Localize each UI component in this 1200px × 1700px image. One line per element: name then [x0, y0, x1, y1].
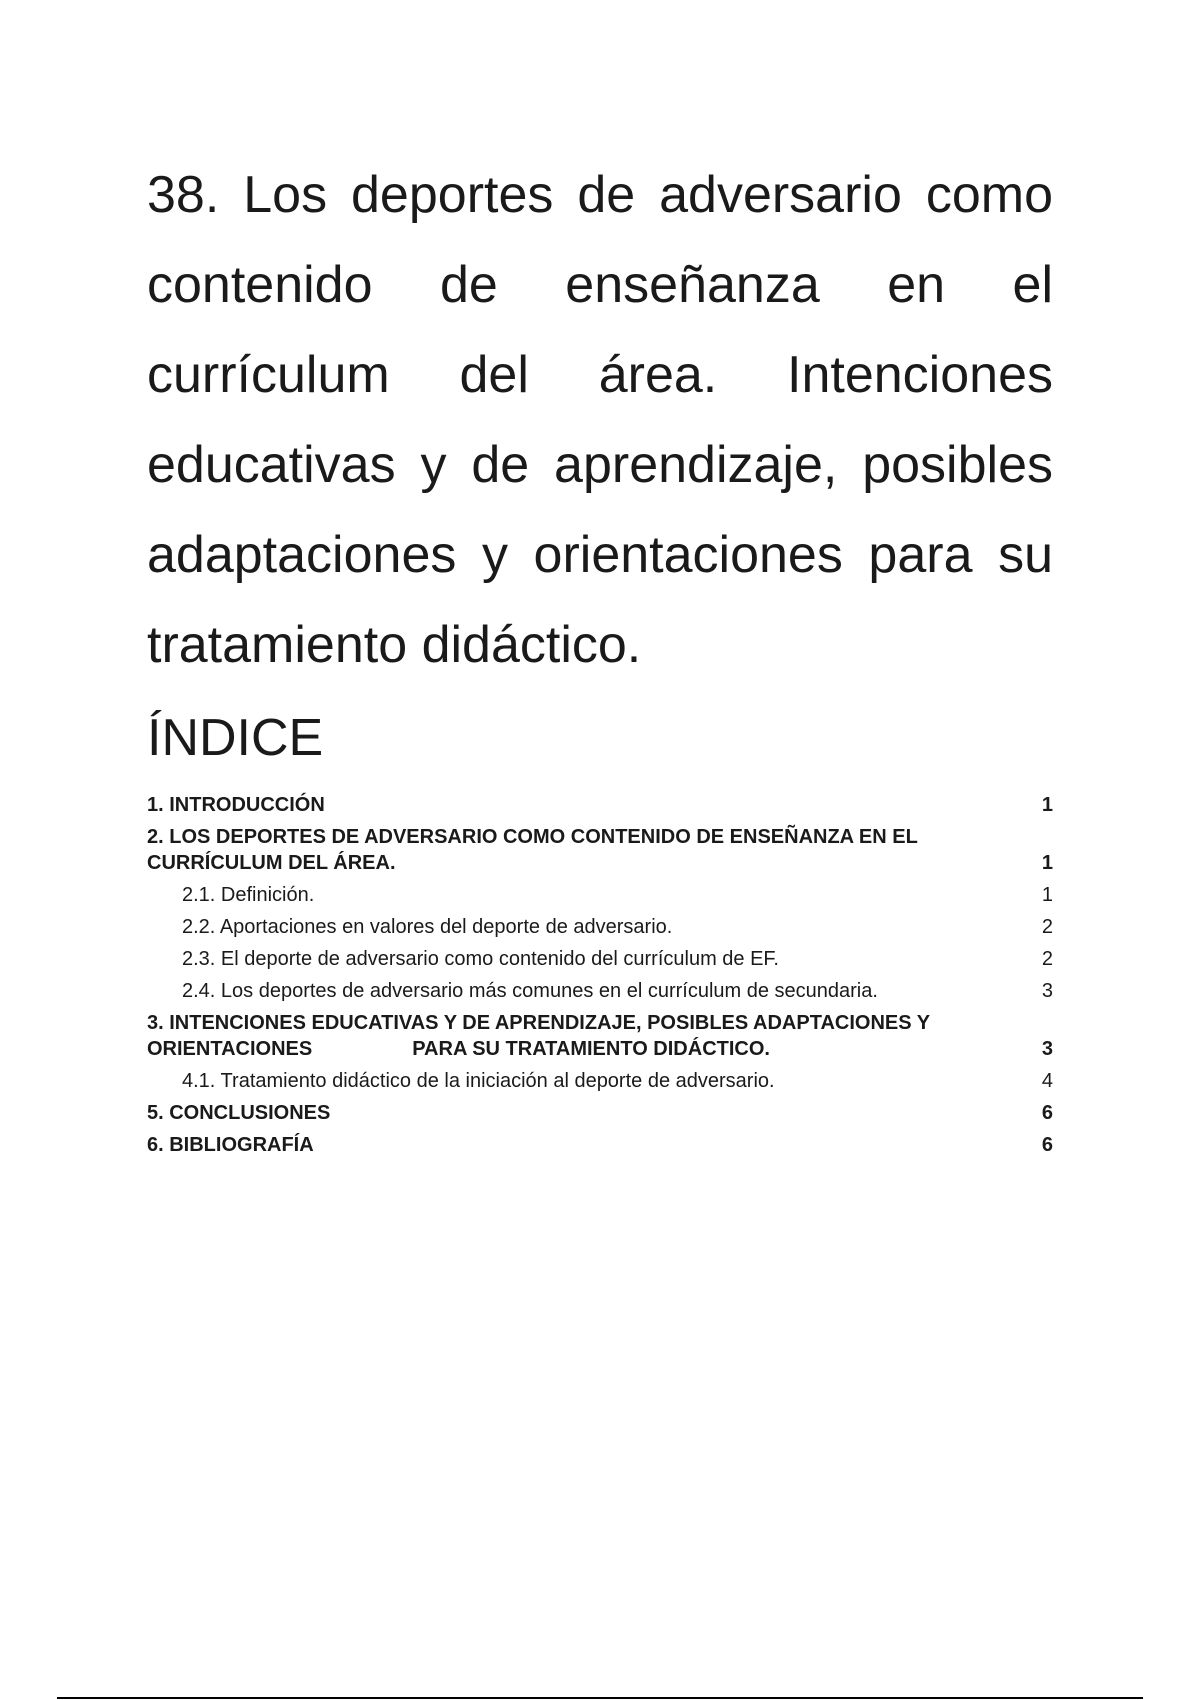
toc-entry-label: 2.1. Definición. — [182, 884, 315, 906]
toc-entry-conclusiones[interactable] — [147, 1100, 1053, 1126]
toc-entry-page: 4 — [1041, 1070, 1053, 1092]
toc-entry-label: 6. BIBLIOGRAFÍA — [147, 1134, 314, 1156]
toc-entry-page: 3 — [1041, 1038, 1053, 1060]
toc-entry-bibliografia[interactable] — [147, 1132, 1053, 1158]
toc-entry-deportes-comunes[interactable] — [147, 978, 1053, 1004]
toc-entry-aportaciones[interactable] — [147, 914, 1053, 940]
toc-entry-page: 3 — [1041, 980, 1053, 1002]
toc-entry-label-part: PARA SU TRATAMIENTO DIDÁCTICO. — [412, 1038, 770, 1060]
toc-entry-page: 6 — [1041, 1102, 1053, 1124]
toc-entry-definicion[interactable] — [147, 882, 1053, 908]
toc-entry-page: 1 — [1041, 794, 1053, 816]
toc-entry-contenido-curriculum[interactable] — [147, 946, 1053, 972]
toc-entry-label — [147, 1010, 1037, 1062]
toc-entry-label: 5. CONCLUSIONES — [147, 1102, 331, 1124]
toc-entry-label: 2.3. El deporte de adversario como contenido del currículum de EF. — [182, 948, 779, 970]
toc-entry-label: 1. INTRODUCCIÓN — [147, 794, 325, 816]
toc-entry-page: 2 — [1041, 948, 1053, 970]
document-page — [147, 150, 1053, 1164]
toc-entry-intenciones-educativas[interactable] — [147, 1010, 1053, 1062]
toc-entry-introduccion[interactable] — [147, 792, 1053, 818]
toc-entry-page: 1 — [1041, 852, 1053, 874]
index-heading: ÍNDICE — [147, 709, 324, 767]
toc-entry-label: 4.1. Tratamiento didáctico de la iniciación al deporte de adversario. — [182, 1070, 775, 1092]
toc-entry-page: 6 — [1041, 1134, 1053, 1156]
footer-rule — [57, 1697, 1143, 1699]
toc-entry-label: 2. LOS DEPORTES DE ADVERSARIO COMO CONTENIDO DE ENSEÑANZA EN EL CURRÍCULUM DEL ÁREA. — [147, 826, 918, 874]
toc-entry-page: 2 — [1041, 916, 1053, 938]
toc-entry-label-part: 3. INTENCIONES EDUCATIVAS Y DE APRENDIZAJE, POSIBLES ADAPTACIONES Y ORIENTACIONES — [147, 1012, 930, 1060]
toc-entry-label: 2.2. Aportaciones en valores del deporte de adversario. — [182, 916, 673, 938]
toc-entry-label: 2.4. Los deportes de adversario más comunes en el currículum de secundaria. — [182, 980, 878, 1002]
toc-entry-deportes-adversario[interactable] — [147, 824, 1053, 876]
toc-entry-page: 1 — [1041, 884, 1053, 906]
document-title: 38. Los deportes de adversario como contenido de enseñanza en el currículum del área. Intenciones educativas y de aprendizaje, posibles adaptaciones y orientaciones para su tratamiento didáctico. — [147, 166, 1053, 674]
table-of-contents — [147, 792, 1053, 1158]
toc-entry-tratamiento-didactico[interactable] — [147, 1068, 1053, 1094]
